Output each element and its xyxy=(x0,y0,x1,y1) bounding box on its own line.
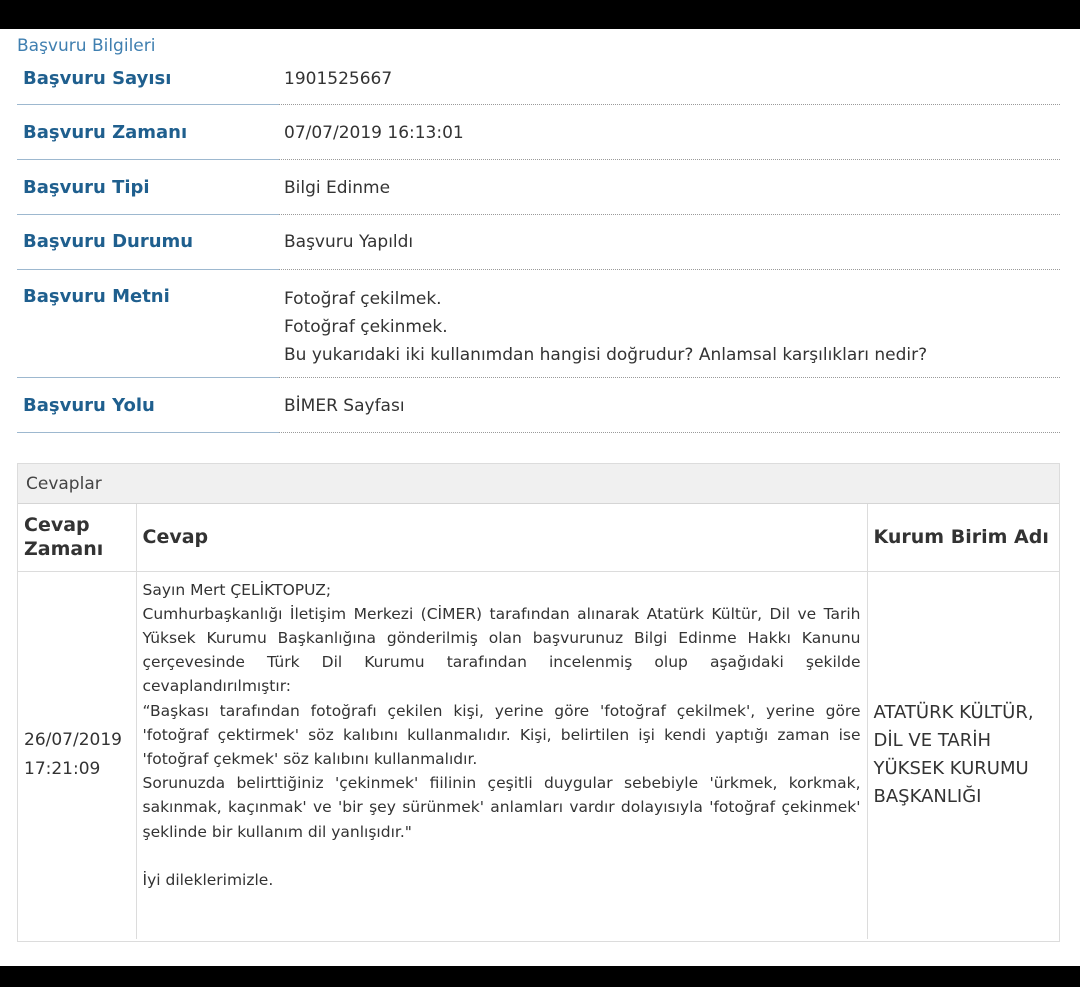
info-value: 07/07/2019 16:13:01 xyxy=(279,105,1060,160)
info-value: 1901525667 xyxy=(279,55,1060,105)
info-label: Başvuru Zamanı xyxy=(17,105,279,160)
answer-spacer xyxy=(143,844,861,868)
info-row-number xyxy=(17,55,1060,105)
answer-date: 26/07/2019 xyxy=(24,730,122,751)
info-value: Bilgi Edinme xyxy=(279,160,1060,215)
answers-table xyxy=(18,504,1059,939)
header-organization: Kurum Birim Adı xyxy=(867,504,1059,571)
header-answer: Cevap xyxy=(136,504,867,571)
status-bar xyxy=(0,0,1080,29)
info-value: Başvuru Yapıldı xyxy=(279,215,1060,270)
info-label: Başvuru Yolu xyxy=(17,378,279,433)
answer-paragraph: Sorunuzda belirttiğiniz 'çekinmek' fiilinin çeşitli duygular sebebiyle 'ürkmek, korkmak, sakınmak, kaçınmak' ve 'bir şey sürünmek' anlamları vardır dolayısıyla 'fotoğraf çekinmek' şeklinde bir kullanım dil yanlışıdır." xyxy=(142,774,861,841)
organization-cell: ATATÜRK KÜLTÜR, DİL VE TARİH YÜKSEK KURUMU BAŞKANLIĞI xyxy=(873,702,1034,808)
section-title: Başvuru Bilgileri xyxy=(17,36,156,56)
info-row-time xyxy=(17,105,1060,160)
info-value: Fotoğraf çekilmek. Fotoğraf çekinmek. Bu yukarıdaki iki kullanımdan hangisi doğrudur? Anlamsal karşılıkları nedir? xyxy=(279,270,1060,378)
info-label: Başvuru Durumu xyxy=(17,215,279,270)
info-row-type xyxy=(17,160,1060,215)
answers-panel xyxy=(17,463,1060,942)
info-label: Başvuru Tipi xyxy=(17,160,279,215)
answer-paragraph: İyi dileklerimizle. xyxy=(142,870,274,889)
answers-table-header xyxy=(18,504,1059,571)
table-row xyxy=(18,571,1059,939)
answer-paragraph: “Başkası tarafından fotoğrafı çekilen kişi, yerine göre 'fotoğraf çekilmek', yerine göre 'fotoğraf çektirmek' söz kalıbını kullanmalıdır. Kişi, belirtilen işi kendi yaptığı zaman ise 'fotoğraf çekmek' söz kalıbını kullanmalıdır. xyxy=(142,701,861,768)
info-row-text xyxy=(17,270,1060,378)
info-label: Başvuru Metni xyxy=(17,270,279,378)
application-info-table xyxy=(17,55,1060,433)
info-row-status xyxy=(17,215,1060,270)
header-answer-time: Cevap Zamanı xyxy=(18,504,136,571)
info-row-channel xyxy=(17,378,1060,433)
answers-panel-title: Cevaplar xyxy=(18,464,1059,504)
answer-time-cell xyxy=(18,571,136,939)
answer-paragraph: Cumhurbaşkanlığı İletişim Merkezi (CİMER) tarafından alınarak Atatürk Kültür, Dil ve Tarih Yüksek Kurumu Başkanlığına gönderilmiş olan başvurunuz Bilgi Edinme Hakkı Kanunu çerçevesinde Türk Dil Kurumu tarafından incelenmiş olup aşağıdaki şekilde cevaplandırılmıştır: xyxy=(142,604,861,696)
answer-clock: 17:21:09 xyxy=(24,759,101,780)
answer-text-cell xyxy=(136,571,867,939)
info-value: BİMER Sayfası xyxy=(279,378,1060,433)
answer-paragraph: Sayın Mert ÇELİKTOPUZ; xyxy=(142,580,332,599)
info-label: Başvuru Sayısı xyxy=(17,55,279,105)
navigation-bar xyxy=(0,966,1080,987)
